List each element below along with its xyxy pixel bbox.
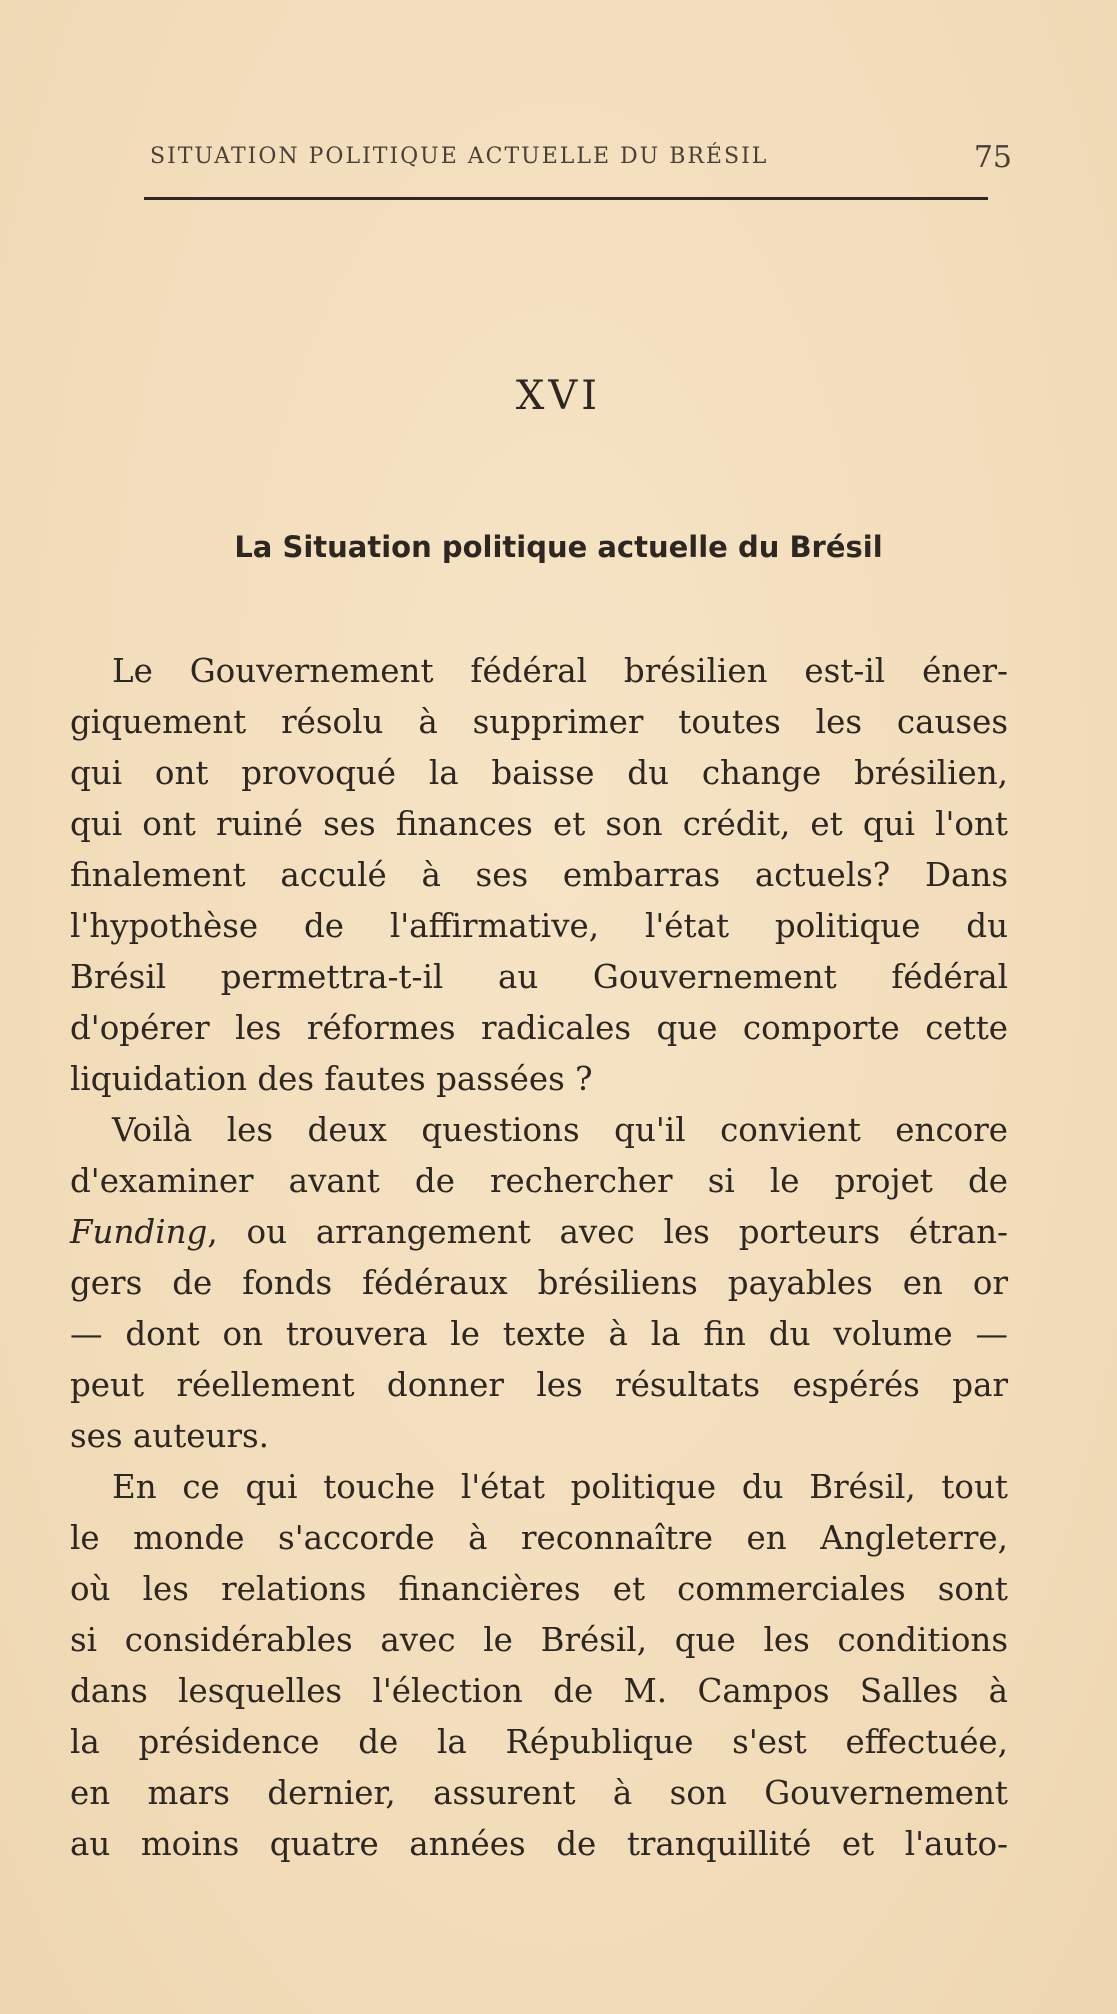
text-line: l'hypothèse de l'affirmative, l'état politique du [70,907,1008,945]
running-head [150,140,1020,180]
text-line: peut réellement donner les résultats espérés par [70,1366,1008,1404]
chapter-title: La Situation politique actuelle du Brésil [234,530,883,564]
text-line: qui ont provoqué la baisse du change brésilien, [70,754,1008,792]
text-line: Le Gouvernement fédéral brésilien est-il éner- [112,652,1008,690]
text-line: si considérables avec le Brésil, que les conditions [70,1621,1008,1659]
text-line: qui ont ruiné ses finances et son crédit, et qui l'ont [70,805,1008,843]
header-rule [144,197,988,200]
page-number: 75 [973,140,1012,175]
text-line: liquidation des fautes passées ? [70,1060,593,1098]
text-line: au moins quatre années de tranquillité et l'auto- [70,1825,1008,1863]
text-line: où les relations financières et commerciales sont [70,1570,1008,1608]
running-title: SITUATION POLITIQUE ACTUELLE DU BRÉSIL [150,144,769,169]
text-line: En ce qui touche l'état politique du Brésil, tout [112,1468,1008,1506]
text-line: — dont on trouvera le texte à la fin du volume — [70,1315,1008,1353]
text-line: la présidence de la République s'est effectuée, [70,1723,1008,1761]
text-line: giquement résolu à supprimer toutes les causes [70,703,1008,741]
text-line: en mars dernier, assurent à son Gouvernement [70,1774,1008,1812]
chapter-number: XVI [515,373,602,419]
text-line: gers de fonds fédéraux brésiliens payables en or [70,1264,1008,1302]
body-text [70,646,1008,1870]
text-line-rest: , ou arrangement avec les porteurs étran- [207,1213,1008,1251]
text-line: le monde s'accorde à reconnaître en Angleterre, [70,1519,1008,1557]
text-line: d'opérer les réformes radicales que comporte cette [70,1009,1008,1047]
italic-word-funding: Funding [70,1213,208,1251]
text-line: finalement acculé à ses embarras actuels? Dans [70,856,1008,894]
text-line-funding [70,1207,1008,1258]
text-line: ses auteurs. [70,1417,269,1455]
text-line: dans lesquelles l'élection de M. Campos Salles à [70,1672,1008,1710]
text-line: Brésil permettra-t-il au Gouvernement fédéral [70,958,1008,996]
text-line: Voilà les deux questions qu'il convient encore [112,1111,1008,1149]
text-line: d'examiner avant de rechercher si le projet de [70,1162,1008,1200]
